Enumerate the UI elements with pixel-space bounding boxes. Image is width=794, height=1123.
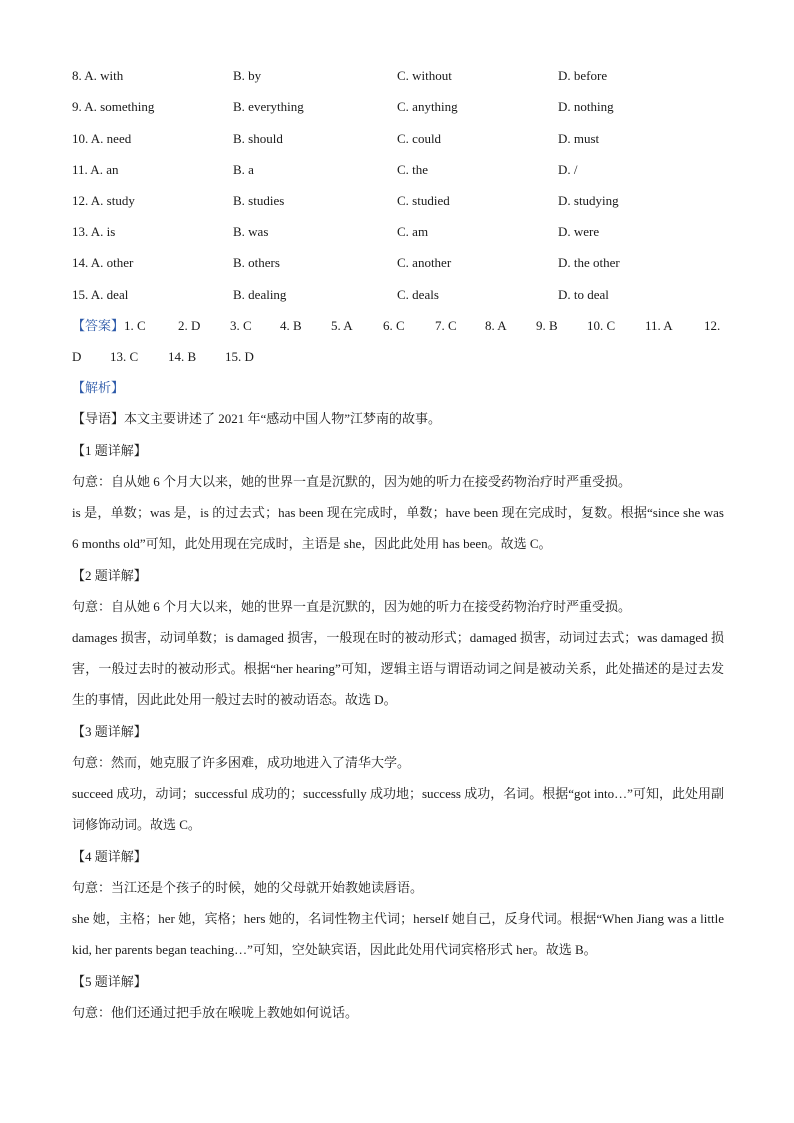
answer-item: 15. D	[225, 349, 254, 364]
answer-item: 11. A	[645, 318, 673, 333]
option-b: B. should	[233, 131, 283, 146]
option-a: 8. A. with	[72, 68, 124, 83]
option-c: C. the	[397, 162, 429, 177]
q2-heading: 【2 题详解】	[72, 568, 147, 583]
option-a: 10. A. need	[72, 131, 132, 146]
option-row-10	[72, 129, 732, 149]
option-a: 9. A. something	[72, 99, 155, 114]
answer-item: 3. C	[230, 318, 252, 333]
option-d: D. must	[558, 131, 600, 146]
q5-meaning: 句意：他们还通过把手放在喉咙上教她如何说话。	[72, 1005, 359, 1020]
option-c: C. am	[397, 224, 429, 239]
option-d: D. studying	[558, 193, 619, 208]
option-d: D. before	[558, 68, 608, 83]
option-row-13	[72, 222, 732, 242]
option-row-9	[72, 97, 732, 117]
option-d: D. nothing	[558, 99, 614, 114]
q3-heading: 【3 题详解】	[72, 724, 147, 739]
option-c: C. without	[397, 68, 452, 83]
q2-explanation: damages 损害，动词单数；is damaged 损害，一般现在时的被动形式；damaged 损害，动词过去式；was damaged 损害，一般过去时的被动形式。根据“her hearing”可知，逻辑主语与谓语动词之间是被动关系，此处描述的是过去发生的事情，因此此处用一般过去时的被动语态。故选 D。	[72, 630, 724, 707]
option-c: C. could	[397, 131, 442, 146]
option-b: B. by	[233, 68, 262, 83]
option-b: B. everything	[233, 99, 304, 114]
answer-label: 【答案】	[72, 318, 125, 333]
analysis-label: 【解析】	[72, 380, 125, 395]
option-a: 15. A. deal	[72, 287, 129, 302]
option-d: D. the other	[558, 255, 620, 270]
q1-heading: 【1 题详解】	[72, 443, 147, 458]
q5-heading: 【5 题详解】	[72, 974, 147, 989]
q1-meaning: 句意：自从她 6 个月大以来，她的世界一直是沉默的，因为她的听力在接受药物治疗时严重受损。	[72, 474, 632, 489]
option-b: B. studies	[233, 193, 285, 208]
q3-explanation: succeed 成功，动词；successful 成功的；successfully 成功地；success 成功，名词。根据“got into…”可知，此处用副词修饰动词。故选 C。	[72, 786, 724, 832]
answer-key	[72, 316, 726, 336]
option-d: D. were	[558, 224, 600, 239]
q4-meaning: 句意：当江还是个孩子的时候，她的父母就开始教她读唇语。	[72, 880, 424, 895]
answer-item: D	[72, 349, 82, 364]
answer-key-continued	[72, 347, 726, 367]
option-a: 13. A. is	[72, 224, 116, 239]
option-row-12	[72, 191, 732, 211]
option-row-14	[72, 253, 732, 273]
option-row-11	[72, 160, 732, 180]
option-row-8	[72, 66, 732, 86]
answer-item: 9. B	[536, 318, 558, 333]
q2-meaning: 句意：自从她 6 个月大以来，她的世界一直是沉默的，因为她的听力在接受药物治疗时严重受损。	[72, 599, 632, 614]
q3-meaning: 句意：然而，她克服了许多困难，成功地进入了清华大学。	[72, 755, 411, 770]
option-c: C. anything	[397, 99, 458, 114]
q1-explanation: is 是，单数；was 是，is 的过去式；has been 现在完成时，单数；have been 现在完成时，复数。根据“since she was 6 months old”可知，此处用现在完成时，主语是 she，因此此处用 has been。故选 C。	[72, 505, 724, 551]
option-c: C. studied	[397, 193, 450, 208]
answer-item: 5. A	[331, 318, 353, 333]
option-a: 11. A. an	[72, 162, 119, 177]
q4-explanation: she 她，主格；her 她，宾格；hers 她的，名词性物主代词；herself 她自己，反身代词。根据“When Jiang was a little kid, her parents began teaching…”可知，空处缺宾语，因此此处用代词宾格形式 her。故选 B。	[72, 911, 724, 957]
q4-heading: 【4 题详解】	[72, 849, 147, 864]
intro-text: 【导语】本文主要讲述了 2021 年“感动中国人物”江梦南的故事。	[72, 411, 442, 426]
answer-item: 6. C	[383, 318, 405, 333]
answer-item: 1. C	[124, 318, 146, 333]
option-d: D. to deal	[558, 287, 609, 302]
option-b: B. others	[233, 255, 280, 270]
option-b: B. was	[233, 224, 269, 239]
option-row-15	[72, 285, 732, 305]
option-b: B. a	[233, 162, 254, 177]
option-a: 14. A. other	[72, 255, 134, 270]
answer-item: 4. B	[280, 318, 302, 333]
answer-item: 7. C	[435, 318, 457, 333]
option-a: 12. A. study	[72, 193, 135, 208]
answer-item: 8. A	[485, 318, 507, 333]
answer-item: 12.	[704, 318, 721, 333]
option-d: D. /	[558, 162, 578, 177]
answer-item: 13. C	[110, 349, 139, 364]
option-c: C. deals	[397, 287, 439, 302]
option-b: B. dealing	[233, 287, 287, 302]
answer-item: 14. B	[168, 349, 197, 364]
answer-item: 10. C	[587, 318, 616, 333]
option-c: C. another	[397, 255, 452, 270]
answer-item: 2. D	[178, 318, 201, 333]
